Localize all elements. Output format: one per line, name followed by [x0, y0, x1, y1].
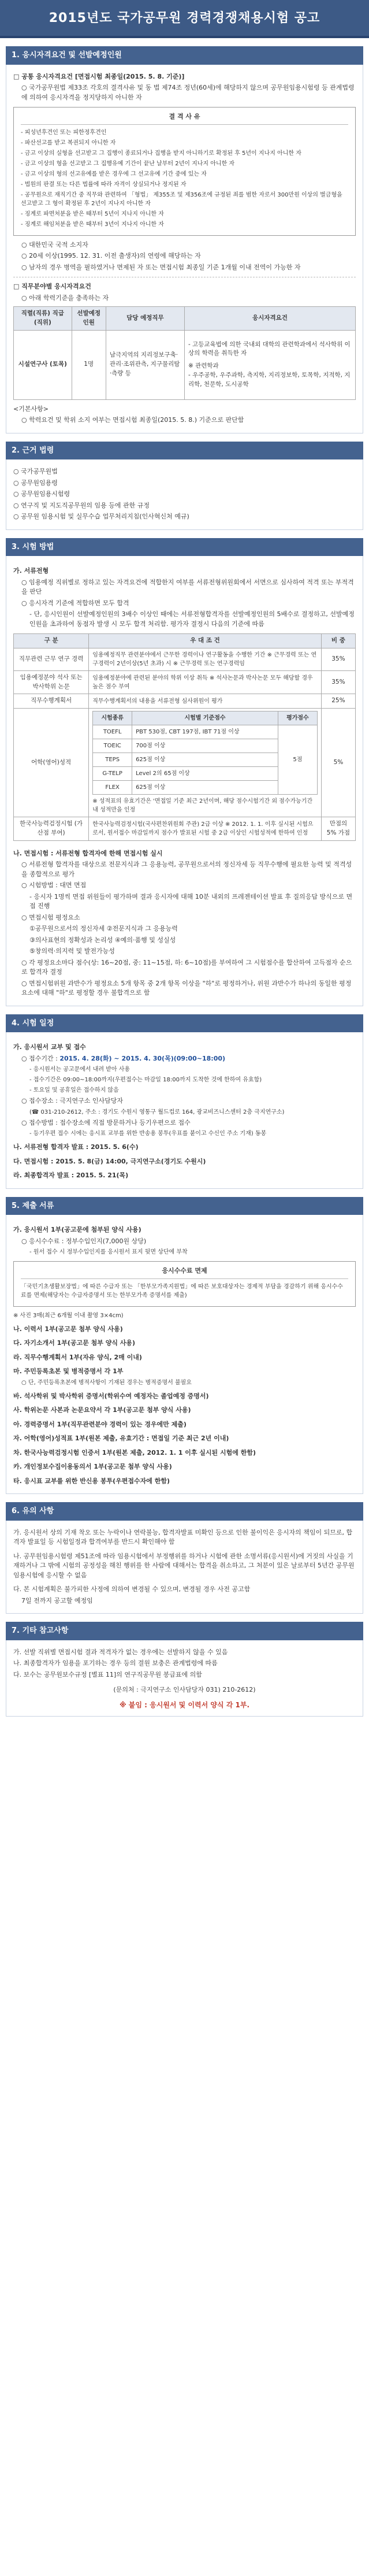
text-line: 다. 본 시험계획은 불가피한 사정에 의하여 변경될 수 있으며, 변경될 경우 사전 공고함	[13, 1585, 251, 1593]
text-line: ○ 응시수수료 : 정부수입인지(7,000원 상당)	[21, 1237, 147, 1245]
table-cell: 35%	[321, 648, 355, 670]
table-header: 비 중	[321, 634, 355, 648]
text-line: ○ 대한민국 국적 소지자	[21, 240, 88, 249]
table-cell: 직무수행계획서	[14, 694, 89, 709]
table-cell: 625점 이상	[132, 753, 278, 767]
subheading: 다. 면접시험 : 2015. 5. 8(금) 14:00, 극지연구소(경기도 수원시)	[13, 1157, 206, 1165]
document-item: 자. 어학(영어)성적표 1부(원본 제출, 유효기간 : 면접일 기준 최근 2년 이내)	[13, 1435, 229, 1442]
list-item: - 징계로 해임처분을 받은 때부터 3년이 지나지 아니한 자	[21, 221, 164, 228]
table-row	[14, 648, 356, 670]
box-text: 「국민기초생활보장법」에 따른 수급자 또는 「한부모가족지원법」에 따른 보호대상자는 경제적 부담을 경감하기 위해 응시수수료를 면제(해당자는 수급자증명서 또는 한부모가족 증명서를 제출)	[21, 1283, 343, 1299]
table-header: 구 분	[14, 634, 89, 648]
section-other	[6, 1622, 363, 1717]
language-score-table	[92, 711, 318, 795]
text-line: ○ 남자의 경우 병역을 필하였거나 면제된 자 또는 면접시험 최종일 기준 1개월 이내 전역이 가능한 자	[21, 263, 301, 271]
disqualification-box	[13, 107, 356, 236]
text-line: - 원서 접수 시 정부수입인지를 응시원서 표지 뒷면 상단에 부착	[29, 1249, 188, 1255]
list-item: - 금고 이상의 형의 선고유예를 받은 경우에 그 선고유예 기간 중에 있는 자	[21, 171, 207, 177]
text-line: - 등기우편 접수 시에는 응시표 교부를 위한 반송용 봉투(우표를 붙이고 수신인 주소 기재) 동봉	[29, 1131, 267, 1137]
fee-waiver-box	[13, 1261, 356, 1307]
table-cell: 700점 이상	[132, 739, 278, 753]
text-line: 가. 선발 직위별 면접시험 결과 적격자가 없는 경우에는 선발하지 않을 수 있음	[13, 1648, 228, 1656]
table-header: 평가점수	[278, 711, 317, 725]
table-cell: 임용예정분야 석사 또는 박사학위 논문	[14, 670, 89, 694]
table-cell: TOEFL	[93, 725, 132, 739]
text-line: ○ 접수장소 : 극지연구소 인사담당자	[21, 1097, 124, 1104]
document-item: 사. 학위논문 사본과 논문요약서 각 1부(공고문 첨부 양식 사용)	[13, 1406, 191, 1414]
text-line: ※ 사진 3매(최근 6개월 이내 촬영 3×4cm)	[13, 1312, 124, 1319]
text-line: ○ 면접시험위원 과반수가 평정요소 5개 항목 중 2개 항목 이상을 "하"로 평정하거나, 위원 과반수가 하나의 동일한 평정요소에 대해 "하"로 평정할 경우 불합격으로 함	[21, 979, 352, 996]
section-body	[6, 1032, 363, 1189]
table-cell: 1명	[72, 330, 106, 399]
table-cell: 직무관련 근무 연구 경력	[14, 648, 89, 670]
text-line: - 접수기간은 09:00~18:00까지(우편접수는 마감일 18:00까지 도착한 것에 한하여 유효함)	[29, 1077, 262, 1083]
list-item: - 피성년후견인 또는 피한정후견인	[21, 129, 107, 136]
table-cell	[89, 709, 322, 817]
text-line: 나. 최종합격자가 임용을 포기하는 경우 등의 결원 보충은 관계법령에 따름	[13, 1659, 218, 1667]
table-cell: 임용예정직무 관련분야에서 근무한 경력이나 연구활동을 수행한 기간 ※ 근무경력 또는 연구경력이 2년이상(5년 초과) 시 ※ 근무경력 또는 연구경력임	[89, 648, 322, 670]
cell-text: - 고등교육법에 의한 국내외 대학의 관련학과에서 석사학위 이상의 학력을 취득한 자	[188, 340, 351, 357]
table-cell: 직무수행계획서의 내용을 서류전형 심사위원이 평가	[89, 694, 322, 709]
table-cell: 한국사능력검정시험(국사편찬위원회 주관) 2급 이상 ※ 2012. 1. 1. 이후 실시된 시험으로서, 원서접수 마감일까지 점수가 발표된 시험 중 2급 이상인 시험성적에 한하여 인정	[89, 817, 322, 841]
section-body	[6, 65, 363, 433]
text-line: ⑤창의력·의지력 및 발전가능성	[29, 947, 115, 955]
application-period: 2015. 4. 28(화) ~ 2015. 4. 30(목)(09:00~18:00)	[59, 1054, 226, 1062]
list-item: ○ 공무원 임용시험 및 실무수습 업무처리지침(인사혁신처 예규)	[13, 513, 189, 520]
text-line: ○ 국가공무원법 제33조 각호의 결격사유 및 동 법 제74조 정년(60세)에 해당하지 않으며 공무원임용시험령 등 관계법령에 의하여 응시자격을 정지당하지 아니한 자	[21, 84, 355, 101]
section-documents	[6, 1197, 363, 1495]
box-title: 응시수수료 면제	[21, 1266, 348, 1279]
cell-text: ※ 관련학과	[188, 362, 219, 370]
text-line: □ 직무분야별 응시자격요건	[13, 283, 91, 290]
text-line: - 응시자 1명씩 면접 위원들이 평가하며 결과 응시자에 대해 10분 내외의 프레젠테이션 발표 후 질의응답 방식으로 면접 진행	[29, 892, 353, 910]
table-cell: 625점 이상	[132, 781, 278, 795]
section-heading: 5. 제출 서류	[6, 1197, 363, 1215]
subheading: 가. 응시원서 1부(공고문에 첨부된 양식 사용)	[13, 1226, 141, 1233]
preference-table	[13, 633, 356, 841]
text-line: ○ 20세 이상(1995. 12. 31. 이전 출생자)의 연령에 해당하는 자	[21, 252, 201, 260]
list-item: - 파산선고를 받고 복권되지 아니한 자	[21, 139, 116, 146]
text-line: ①공무원으로서의 정신자세 ②전문지식과 그 응용능력	[29, 925, 178, 932]
section-heading: 2. 근거 법령	[6, 442, 363, 460]
text-line: ○ 각 평정요소마다 점수(상: 16~20점, 중: 11~15점, 하: 6~10점)를 부여하여 그 시험점수를 합산하여 고득점자 순으로 합격자 결정	[21, 958, 352, 976]
table-cell: Level 2의 65점 이상	[132, 767, 278, 781]
section-body	[6, 1521, 363, 1614]
section-heading: 1. 응시자격요건 및 선발예정인원	[6, 46, 363, 65]
table-header: 시험별 기준점수	[132, 711, 278, 725]
cell-text: - 우주공학, 우주과학, 측지학, 지리정보학, 토목학, 지적학, 지리학, 천문학, 도시공학	[188, 371, 351, 388]
text-line: <기본사항>	[13, 405, 49, 413]
table-cell: FLEX	[93, 781, 132, 795]
contact-info: (문의처 : 극지연구소 인사담당자 031) 210-2612)	[113, 1686, 256, 1693]
table-cell: 만점의 5% 가점	[321, 817, 355, 841]
section-legal-basis	[6, 442, 363, 530]
table-row	[14, 694, 356, 709]
document-item: 타. 응시표 교부를 위한 반신용 봉투(우편접수자에 한함)	[13, 1477, 170, 1485]
list-item: ○ 국가공무원법	[13, 468, 58, 475]
section-body	[6, 459, 363, 530]
table-cell: 한국사능력검정시험 (가산점 부여)	[14, 817, 89, 841]
list-item: - 금고 이상의 실형을 선고받고 그 집행이 종료되거나 집행을 받지 아니하기로 확정된 후 5년이 지나지 아니한 자	[21, 150, 301, 157]
section-heading: 7. 기타 참고사항	[6, 1622, 363, 1640]
table-cell: 25%	[321, 694, 355, 709]
document-item: 다. 자기소개서 1부(공고문 첨부 양식 사용)	[13, 1339, 136, 1347]
section-body	[6, 556, 363, 1006]
table-cell: 시설연구사 (토목)	[14, 330, 72, 399]
subheading: 가. 응시원서 교부 및 접수	[13, 1043, 86, 1051]
subheading: 라. 최종합격자 발표 : 2015. 5. 21(목)	[13, 1172, 129, 1179]
section-body	[6, 1640, 363, 1717]
table-header: 시험종류	[93, 711, 132, 725]
table-cell: 어학(영어)성적	[14, 709, 89, 817]
text-line: ○ 서류전형 합격자를 대상으로 전문지식과 그 응용능력, 공무원으로서의 정신자세 등 직무수행에 필요한 능력 및 적격성을 종합적으로 평가	[21, 861, 352, 878]
document-item: 카. 개인정보수집이용동의서 1부(공고문 첨부 양식 사용)	[13, 1463, 172, 1470]
document-item: 아. 경력증명서 1부(직무관련분야 경력이 있는 경우에만 제출)	[13, 1420, 187, 1428]
text-line: ○ 아래 학력기준을 충족하는 자	[21, 294, 109, 302]
table-header: 응시자격요건	[184, 307, 355, 331]
table-header: 선발예정인원	[72, 307, 106, 331]
table-row	[14, 817, 356, 841]
text-line: ○ 시험방법 : 대면 면접	[21, 881, 87, 889]
table-row	[14, 330, 356, 399]
table-cell: PBT 530점, CBT 197점, IBT 71점 이상	[132, 725, 278, 739]
text-line: ○ 학력요건 및 학위 소지 여부는 면접시험 최종일(2015. 5. 8.) 기준으로 판단함	[21, 416, 244, 424]
text-line: - 응시원서는 공고문에서 내려 받아 사용	[29, 1066, 131, 1073]
table-cell: TEPS	[93, 753, 132, 767]
document-item: 마. 주민등록초본 및 병적증명서 각 1부	[13, 1367, 124, 1375]
list-item: ○ 공무원임용시험령	[13, 490, 70, 498]
section-heading: 6. 유의 사항	[6, 1502, 363, 1521]
subheading: 가. 서류전형	[13, 567, 49, 574]
text-line: □ 공통 응시자격요건 [면접시험 최종일(2015. 5. 8. 기준)]	[13, 72, 185, 80]
text-line: 가. 응시원서 상의 기재 착오 또는 누락이나 연락불능, 합격자발표 미확인 등으로 인한 불이익은 응시자의 책임이 되므로, 합격자 발표일 등 시험일정과 합격여부를 반드시 확인해야 함	[13, 1528, 353, 1545]
document-item: 차. 한국사능력검정시험 인증서 1부(원본 제출, 2012. 1. 1 이후 실시된 시험에 한함)	[13, 1448, 256, 1456]
section-heading: 3. 시험 방법	[6, 538, 363, 557]
table-cell	[184, 330, 355, 399]
text-line: - 단, 응시인원이 선발예정인원의 3배수 이상인 때에는 서류전형합격자를 선발예정인원의 5배수로 결정하고, 선발예정 인원을 초과하여 동점자 발생 시 모두 합격 처리함. 평가자 결정시 다음의 기준에 따름	[29, 610, 355, 628]
attachment-notice: ※ 붙임 : 응시원서 및 이력서 양식 각 1부.	[119, 1700, 250, 1709]
table-row	[14, 670, 356, 694]
text-line: ○ 임용예정 직위별로 정하고 있는 자격요건에 적합한지 여부를 서류전형위원회에서 서면으로 심사하여 적격 또는 부적격을 판단	[21, 578, 354, 595]
table-cell: 5%	[321, 709, 355, 817]
text-line: ○ 면접시험 평정요소	[21, 913, 80, 921]
list-item: - 징계로 파면처분을 받은 때부터 5년이 지나지 아니한 자	[21, 210, 164, 217]
list-item: ○ 연구직 및 지도직공무원의 임용 등에 관한 규정	[13, 501, 150, 509]
page-title: 2015년도 국가공무원 경력경쟁채용시험 공고	[49, 10, 320, 25]
text-line: 다. 보수는 공무원보수규정 [별표 11]의 연구직공무원 봉급표에 의함	[13, 1670, 202, 1678]
table-cell: 임용예정분야에 관련된 분야의 학위 이상 취득 ※ 석사논문과 박사논문 모두 해당할 경우 높은 점수 부여	[89, 670, 322, 694]
table-cell: 5점	[278, 725, 317, 795]
box-title: 결 격 사 유	[21, 112, 348, 125]
text-line: 7일 전까지 공고할 예정임	[21, 1596, 93, 1604]
list-item: - 법원의 판결 또는 다른 법률에 따라 자격이 상실되거나 정지된 자	[21, 181, 187, 188]
section-eligibility	[6, 46, 363, 433]
text-line: ○ 응시자격 기준에 적합하면 모두 합격	[21, 599, 129, 607]
text-line	[13, 1054, 356, 1064]
title-bar	[0, 0, 369, 38]
table-header: 우 대 조 건	[89, 634, 322, 648]
text-line: ○ 접수방법 : 접수장소에 직접 방문하거나 등기우편으로 접수	[21, 1118, 191, 1126]
table-cell: 35%	[321, 670, 355, 694]
list-item: - 공무원으로 재직기간 중 직무와 관련하여 「형법」 제355조 및 제356조에 규정된 죄를 범한 자로서 300만원 이상의 벌금형을 선고받고 그 형이 확정된 후 2년이 지나지 아니한 자	[21, 191, 342, 207]
table-cell: G-TELP	[93, 767, 132, 781]
table-row	[14, 709, 356, 817]
position-table	[13, 306, 356, 400]
table-cell: TOEIC	[93, 739, 132, 753]
text-line: ○ 단, 주민등록초본에 병적사항이 기재된 경우는 병적증명서 불필요	[21, 1379, 192, 1386]
label: ○ 접수기간 :	[21, 1054, 60, 1062]
table-header: 담당 예정직무	[106, 307, 184, 331]
table-note: ※ 성적표의 유효기간은 '면접일 기준 최근 2년이며, 해당 점수시험기간 외 점수가능기간내 성적만을 인정	[92, 798, 313, 813]
document-item: 바. 석사학위 및 박사학위 증명서(학위수여 예정자는 졸업예정 증명서)	[13, 1392, 209, 1400]
section-heading: 4. 시험 일정	[6, 1014, 363, 1033]
subheading: 나. 면접시험 : 서류전형 합격자에 한해 면접시험 실시	[13, 849, 163, 857]
document-item: 라. 직무수행계획서 1부(자유 양식, 2매 이내)	[13, 1353, 142, 1361]
text-line: - 토요일 및 공휴일은 접수하지 않음	[29, 1087, 119, 1094]
table-header: 직렬(직류) 직급(직위)	[14, 307, 72, 331]
subheading: 나. 서류전형 합격자 발표 : 2015. 5. 6(수)	[13, 1143, 139, 1151]
list-item: ○ 공무원임용령	[13, 479, 58, 487]
text-line: 나. 공무원임용시험령 제51조에 따라 임용시험에서 부정행위를 하거나 시험에 관한 소명서류(응시원서)에 거짓의 사실을 기재하거나 그 밖에 시험의 공정성을 해친 행위를 한 사람에 대해서는 합격을 취소하고, 그 처분이 있은 날로부터 5년간 공무원임용시험에 응시할 수 없음	[13, 1552, 355, 1579]
section-exam-method	[6, 538, 363, 1006]
list-item: - 금고 이상의 형을 선고받고 그 집행유예 기간이 끝난 날부터 2년이 지나지 아니한 자	[21, 160, 235, 167]
section-notes	[6, 1502, 363, 1614]
text-line: ③의사표현의 정확성과 논리성 ④예의·품행 및 성실성	[29, 936, 176, 944]
document-item: 나. 이력서 1부(공고문 첨부 양식 사용)	[13, 1325, 123, 1333]
section-body	[6, 1215, 363, 1494]
section-schedule	[6, 1014, 363, 1189]
text-line: (☎ 031-210-2612, 주소 : 경기도 수원시 영통구 월드컵로 164, 광교비즈니스센터 2층 극지연구소)	[29, 1109, 285, 1115]
table-cell: 남극지역의 지리정보구축·관리·조위관측, 지구물리탐·측량 등	[106, 330, 184, 399]
